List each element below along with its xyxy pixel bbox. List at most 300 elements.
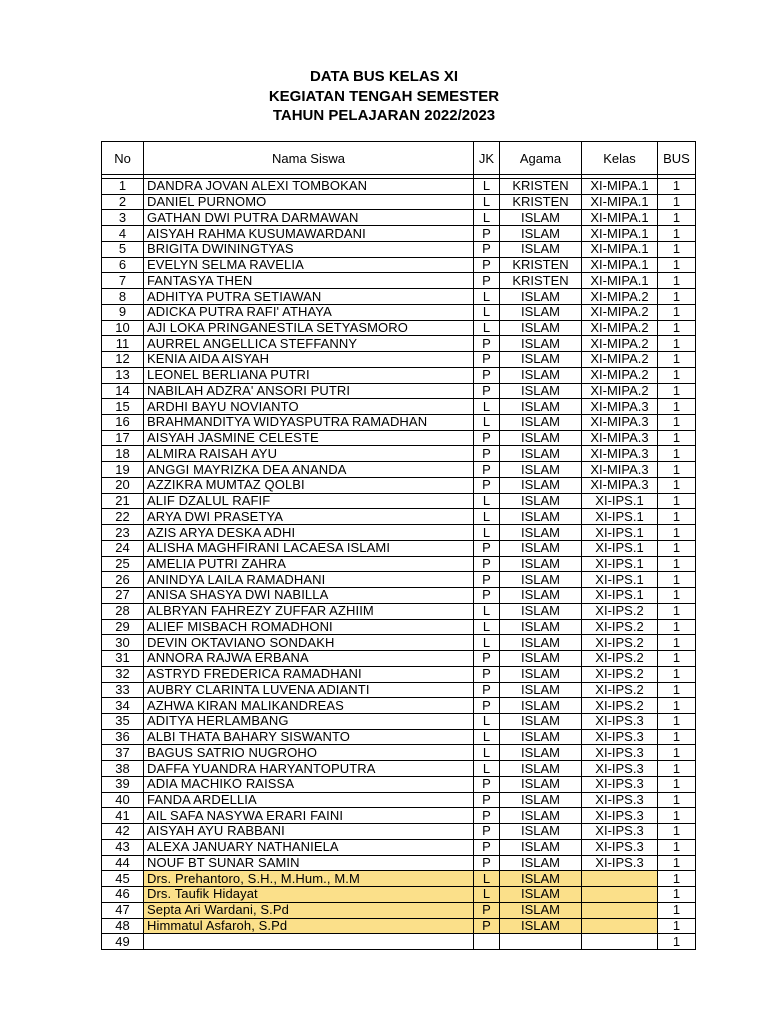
cell-jk: P: [474, 902, 500, 918]
cell-nama-siswa: [144, 934, 474, 950]
cell-nama-siswa: ARDHI BAYU NOVIANTO: [144, 399, 474, 415]
cell-bus: 1: [658, 320, 696, 336]
cell-nama-siswa: KENIA AIDA AISYAH: [144, 352, 474, 368]
cell-bus: 1: [658, 871, 696, 887]
cell-bus: 1: [658, 540, 696, 556]
cell-agama: ISLAM: [500, 839, 582, 855]
cell-bus: 1: [658, 446, 696, 462]
cell-jk: P: [474, 651, 500, 667]
cell-bus: 1: [658, 808, 696, 824]
table-row: [102, 540, 696, 556]
cell-kelas: XI-IPS.1: [582, 556, 658, 572]
cell-kelas: XI-MIPA.3: [582, 477, 658, 493]
cell-kelas: XI-IPS.3: [582, 808, 658, 824]
cell-kelas: XI-IPS.3: [582, 745, 658, 761]
cell-bus: 1: [658, 477, 696, 493]
cell-no: 47: [102, 902, 144, 918]
table-row: [102, 682, 696, 698]
cell-no: 18: [102, 446, 144, 462]
cell-nama-siswa: ADICKA PUTRA RAFI' ATHAYA: [144, 304, 474, 320]
cell-nama-siswa: AZHWA KIRAN MALIKANDREAS: [144, 698, 474, 714]
cell-no: 26: [102, 572, 144, 588]
document-subtitle: KEGIATAN TENGAH SEMESTER: [268, 88, 500, 105]
cell-jk: P: [474, 776, 500, 792]
cell-bus: 1: [658, 588, 696, 604]
cell-no: 5: [102, 241, 144, 257]
cell-agama: ISLAM: [500, 477, 582, 493]
cell-jk: P: [474, 336, 500, 352]
cell-nama-siswa: ANINDYA LAILA RAMADHANI: [144, 572, 474, 588]
cell-agama: ISLAM: [500, 540, 582, 556]
cell-nama-siswa: ARYA DWI PRASETYA: [144, 509, 474, 525]
cell-jk: L: [474, 729, 500, 745]
cell-nama-siswa: Drs. Taufik Hidayat: [144, 887, 474, 903]
cell-no: 29: [102, 619, 144, 635]
cell-agama: KRISTEN: [500, 179, 582, 195]
cell-jk: P: [474, 446, 500, 462]
cell-no: 30: [102, 635, 144, 651]
cell-kelas: XI-IPS.2: [582, 666, 658, 682]
table-row: [102, 556, 696, 572]
cell-kelas: XI-MIPA.3: [582, 415, 658, 431]
table-row: [102, 698, 696, 714]
cell-agama: ISLAM: [500, 729, 582, 745]
cell-bus: 1: [658, 745, 696, 761]
cell-agama: ISLAM: [500, 588, 582, 604]
table-row: [102, 477, 696, 493]
cell-jk: L: [474, 194, 500, 210]
cell-bus: 1: [658, 682, 696, 698]
table-row: [102, 415, 696, 431]
cell-bus: 1: [658, 257, 696, 273]
cell-kelas: XI-MIPA.1: [582, 273, 658, 289]
table-row: [102, 666, 696, 682]
cell-no: 46: [102, 887, 144, 903]
cell-kelas: XI-IPS.2: [582, 619, 658, 635]
table-row: [102, 210, 696, 226]
cell-jk: L: [474, 887, 500, 903]
table-header-row: [102, 142, 696, 175]
table-row: [102, 713, 696, 729]
header-bus: BUS: [658, 142, 696, 175]
cell-bus: 1: [658, 572, 696, 588]
table-row: [102, 304, 696, 320]
cell-jk: L: [474, 320, 500, 336]
cell-no: 8: [102, 289, 144, 305]
cell-agama: ISLAM: [500, 682, 582, 698]
cell-nama-siswa: AISYAH JASMINE CELESTE: [144, 430, 474, 446]
table-row: [102, 226, 696, 242]
header-kelas: Kelas: [582, 142, 658, 175]
cell-jk: P: [474, 241, 500, 257]
cell-jk: P: [474, 352, 500, 368]
cell-jk: P: [474, 226, 500, 242]
table-row: [102, 651, 696, 667]
cell-jk: P: [474, 556, 500, 572]
table-row: [102, 241, 696, 257]
bus-data-table: [101, 141, 696, 950]
cell-kelas: [582, 887, 658, 903]
table-row: [102, 336, 696, 352]
cell-bus: 1: [658, 776, 696, 792]
table-row: [102, 603, 696, 619]
cell-nama-siswa: AZZIKRA MUMTAZ QOLBI: [144, 477, 474, 493]
cell-agama: ISLAM: [500, 383, 582, 399]
cell-no: 42: [102, 824, 144, 840]
cell-bus: 1: [658, 273, 696, 289]
table-row: [102, 273, 696, 289]
cell-kelas: XI-MIPA.1: [582, 226, 658, 242]
cell-no: 10: [102, 320, 144, 336]
cell-nama-siswa: AZIS ARYA DESKA ADHI: [144, 525, 474, 541]
cell-bus: 1: [658, 556, 696, 572]
cell-kelas: XI-IPS.3: [582, 855, 658, 871]
cell-jk: P: [474, 477, 500, 493]
cell-nama-siswa: DEVIN OKTAVIANO SONDAKH: [144, 635, 474, 651]
cell-agama: ISLAM: [500, 320, 582, 336]
cell-agama: ISLAM: [500, 745, 582, 761]
cell-bus: 1: [658, 352, 696, 368]
cell-nama-siswa: ALBRYAN FAHREZY ZUFFAR AZHIIM: [144, 603, 474, 619]
cell-no: 28: [102, 603, 144, 619]
cell-jk: P: [474, 682, 500, 698]
cell-bus: 1: [658, 241, 696, 257]
cell-kelas: XI-IPS.1: [582, 588, 658, 604]
table-row: [102, 824, 696, 840]
cell-jk: P: [474, 540, 500, 556]
cell-jk: L: [474, 415, 500, 431]
cell-kelas: XI-MIPA.3: [582, 399, 658, 415]
cell-kelas: XI-IPS.1: [582, 572, 658, 588]
cell-no: 11: [102, 336, 144, 352]
cell-agama: ISLAM: [500, 399, 582, 415]
table-row: [102, 525, 696, 541]
cell-nama-siswa: DAFFA YUANDRA HARYANTOPUTRA: [144, 761, 474, 777]
header-agama: Agama: [500, 142, 582, 175]
cell-kelas: XI-IPS.3: [582, 713, 658, 729]
table-row: [102, 320, 696, 336]
cell-no: 13: [102, 367, 144, 383]
cell-nama-siswa: ALBI THATA BAHARY SISWANTO: [144, 729, 474, 745]
cell-nama-siswa: BRIGITA DWININGTYAS: [144, 241, 474, 257]
cell-nama-siswa: ALIF DZALUL RAFIF: [144, 493, 474, 509]
cell-kelas: [582, 934, 658, 950]
cell-agama: ISLAM: [500, 855, 582, 871]
cell-bus: 1: [658, 713, 696, 729]
cell-kelas: XI-IPS.2: [582, 603, 658, 619]
cell-agama: ISLAM: [500, 666, 582, 682]
cell-agama: ISLAM: [500, 651, 582, 667]
cell-nama-siswa: AUBRY CLARINTA LUVENA ADIANTI: [144, 682, 474, 698]
header-nama-siswa: Nama Siswa: [144, 142, 474, 175]
cell-nama-siswa: DANIEL PURNOMO: [144, 194, 474, 210]
cell-bus: 1: [658, 887, 696, 903]
cell-nama-siswa: ALIEF MISBACH ROMADHONI: [144, 619, 474, 635]
cell-no: 12: [102, 352, 144, 368]
cell-nama-siswa: AMELIA PUTRI ZAHRA: [144, 556, 474, 572]
cell-bus: 1: [658, 430, 696, 446]
cell-kelas: XI-MIPA.2: [582, 304, 658, 320]
cell-agama: ISLAM: [500, 525, 582, 541]
cell-kelas: XI-IPS.1: [582, 525, 658, 541]
cell-bus: 1: [658, 462, 696, 478]
cell-agama: ISLAM: [500, 887, 582, 903]
cell-kelas: XI-MIPA.1: [582, 257, 658, 273]
cell-no: 40: [102, 792, 144, 808]
cell-nama-siswa: AISYAH RAHMA KUSUMAWARDANI: [144, 226, 474, 242]
table-row: [102, 792, 696, 808]
cell-nama-siswa: AURREL ANGELLICA STEFFANNY: [144, 336, 474, 352]
cell-no: 33: [102, 682, 144, 698]
cell-bus: 1: [658, 304, 696, 320]
table-row: [102, 839, 696, 855]
cell-kelas: XI-MIPA.1: [582, 179, 658, 195]
cell-bus: 1: [658, 336, 696, 352]
cell-kelas: XI-MIPA.3: [582, 446, 658, 462]
cell-bus: 1: [658, 761, 696, 777]
cell-no: 2: [102, 194, 144, 210]
table-row: [102, 493, 696, 509]
cell-agama: KRISTEN: [500, 194, 582, 210]
cell-agama: ISLAM: [500, 918, 582, 934]
cell-bus: 1: [658, 855, 696, 871]
cell-agama: ISLAM: [500, 792, 582, 808]
cell-no: 32: [102, 666, 144, 682]
cell-nama-siswa: FANTASYA THEN: [144, 273, 474, 289]
cell-agama: ISLAM: [500, 871, 582, 887]
cell-kelas: [582, 918, 658, 934]
cell-no: 21: [102, 493, 144, 509]
cell-no: 14: [102, 383, 144, 399]
cell-no: 19: [102, 462, 144, 478]
table-row: [102, 918, 696, 934]
cell-no: 43: [102, 839, 144, 855]
cell-agama: ISLAM: [500, 713, 582, 729]
cell-agama: ISLAM: [500, 446, 582, 462]
cell-nama-siswa: NOUF BT SUNAR SAMIN: [144, 855, 474, 871]
cell-kelas: XI-MIPA.2: [582, 383, 658, 399]
cell-no: 48: [102, 918, 144, 934]
cell-bus: 1: [658, 399, 696, 415]
cell-agama: ISLAM: [500, 761, 582, 777]
table-row: [102, 399, 696, 415]
cell-no: 17: [102, 430, 144, 446]
cell-nama-siswa: AJI LOKA PRINGANESTILA SETYASMORO: [144, 320, 474, 336]
cell-nama-siswa: Drs. Prehantoro, S.H., M.Hum., M.M: [144, 871, 474, 887]
cell-nama-siswa: AIL SAFA NASYWA ERARI FAINI: [144, 808, 474, 824]
cell-nama-siswa: EVELYN SELMA RAVELIA: [144, 257, 474, 273]
cell-jk: P: [474, 367, 500, 383]
cell-agama: ISLAM: [500, 462, 582, 478]
cell-bus: 1: [658, 619, 696, 635]
cell-bus: 1: [658, 792, 696, 808]
document-title: DATA BUS KELAS XI: [309, 68, 459, 85]
cell-no: 6: [102, 257, 144, 273]
cell-no: 4: [102, 226, 144, 242]
cell-agama: ISLAM: [500, 509, 582, 525]
cell-no: 25: [102, 556, 144, 572]
cell-bus: 1: [658, 179, 696, 195]
cell-kelas: XI-IPS.3: [582, 839, 658, 855]
cell-bus: 1: [658, 839, 696, 855]
cell-no: 9: [102, 304, 144, 320]
cell-agama: ISLAM: [500, 336, 582, 352]
cell-no: 45: [102, 871, 144, 887]
cell-agama: ISLAM: [500, 572, 582, 588]
cell-jk: P: [474, 698, 500, 714]
cell-bus: 1: [658, 194, 696, 210]
table-row: [102, 619, 696, 635]
table-row: [102, 761, 696, 777]
cell-jk: L: [474, 603, 500, 619]
cell-agama: ISLAM: [500, 902, 582, 918]
cell-agama: ISLAM: [500, 430, 582, 446]
cell-bus: 1: [658, 226, 696, 242]
table-row: [102, 257, 696, 273]
cell-no: 34: [102, 698, 144, 714]
table-row: [102, 745, 696, 761]
cell-no: 36: [102, 729, 144, 745]
table-row: [102, 572, 696, 588]
table-row: [102, 446, 696, 462]
cell-agama: ISLAM: [500, 289, 582, 305]
cell-bus: 1: [658, 729, 696, 745]
cell-agama: ISLAM: [500, 776, 582, 792]
cell-nama-siswa: ALMIRA RAISAH AYU: [144, 446, 474, 462]
cell-bus: 1: [658, 918, 696, 934]
cell-no: 49: [102, 934, 144, 950]
table-row: [102, 462, 696, 478]
cell-kelas: XI-IPS.3: [582, 776, 658, 792]
cell-nama-siswa: ADITYA HERLAMBANG: [144, 713, 474, 729]
cell-agama: ISLAM: [500, 304, 582, 320]
cell-jk: L: [474, 399, 500, 415]
cell-nama-siswa: BAGUS SATRIO NUGROHO: [144, 745, 474, 761]
header-no: No: [102, 142, 144, 175]
cell-agama: ISLAM: [500, 619, 582, 635]
cell-kelas: [582, 902, 658, 918]
cell-bus: 1: [658, 509, 696, 525]
table-row: [102, 430, 696, 446]
cell-jk: P: [474, 666, 500, 682]
cell-jk: L: [474, 619, 500, 635]
cell-agama: ISLAM: [500, 367, 582, 383]
cell-kelas: XI-IPS.2: [582, 635, 658, 651]
cell-kelas: XI-IPS.3: [582, 792, 658, 808]
cell-agama: ISLAM: [500, 603, 582, 619]
cell-bus: 1: [658, 635, 696, 651]
document-year: TAHUN PELAJARAN 2022/2023: [272, 107, 496, 124]
cell-jk: P: [474, 383, 500, 399]
cell-bus: 1: [658, 415, 696, 431]
cell-jk: L: [474, 179, 500, 195]
cell-kelas: XI-MIPA.3: [582, 430, 658, 446]
cell-kelas: XI-MIPA.3: [582, 462, 658, 478]
cell-no: 27: [102, 588, 144, 604]
table-row: [102, 352, 696, 368]
cell-kelas: XI-MIPA.2: [582, 320, 658, 336]
cell-no: 3: [102, 210, 144, 226]
cell-jk: P: [474, 257, 500, 273]
table-row: [102, 855, 696, 871]
cell-jk: P: [474, 572, 500, 588]
cell-kelas: XI-MIPA.1: [582, 210, 658, 226]
cell-jk: L: [474, 493, 500, 509]
cell-kelas: XI-IPS.2: [582, 651, 658, 667]
cell-kelas: [582, 871, 658, 887]
cell-jk: L: [474, 525, 500, 541]
cell-nama-siswa: Septa Ari Wardani, S.Pd: [144, 902, 474, 918]
cell-nama-siswa: ALEXA JANUARY NATHANIELA: [144, 839, 474, 855]
cell-no: 1: [102, 179, 144, 195]
table-row: [102, 289, 696, 305]
cell-jk: L: [474, 761, 500, 777]
cell-jk: P: [474, 918, 500, 934]
cell-jk: P: [474, 824, 500, 840]
cell-jk: L: [474, 871, 500, 887]
cell-no: 15: [102, 399, 144, 415]
cell-kelas: XI-MIPA.2: [582, 367, 658, 383]
cell-nama-siswa: DANDRA JOVAN ALEXI TOMBOKAN: [144, 179, 474, 195]
cell-nama-siswa: ANNORA RAJWA ERBANA: [144, 651, 474, 667]
table-row: [102, 194, 696, 210]
cell-agama: ISLAM: [500, 808, 582, 824]
cell-kelas: XI-IPS.1: [582, 493, 658, 509]
cell-no: 22: [102, 509, 144, 525]
table-row: [102, 887, 696, 903]
cell-agama: ISLAM: [500, 824, 582, 840]
cell-kelas: XI-IPS.3: [582, 824, 658, 840]
cell-bus: 1: [658, 493, 696, 509]
cell-agama: ISLAM: [500, 352, 582, 368]
cell-bus: 1: [658, 367, 696, 383]
cell-agama: KRISTEN: [500, 273, 582, 289]
cell-agama: ISLAM: [500, 635, 582, 651]
cell-nama-siswa: LEONEL BERLIANA PUTRI: [144, 367, 474, 383]
header-jk: JK: [474, 142, 500, 175]
cell-nama-siswa: ASTRYD FREDERICA RAMADHANI: [144, 666, 474, 682]
cell-jk: P: [474, 462, 500, 478]
cell-no: 44: [102, 855, 144, 871]
cell-agama: KRISTEN: [500, 257, 582, 273]
cell-nama-siswa: NABILAH ADZRA' ANSORI PUTRI: [144, 383, 474, 399]
cell-kelas: XI-MIPA.2: [582, 352, 658, 368]
cell-bus: 1: [658, 603, 696, 619]
table-row: [102, 367, 696, 383]
cell-no: 41: [102, 808, 144, 824]
cell-kelas: XI-IPS.2: [582, 698, 658, 714]
cell-agama: ISLAM: [500, 493, 582, 509]
cell-no: 23: [102, 525, 144, 541]
cell-agama: ISLAM: [500, 241, 582, 257]
cell-nama-siswa: ADIA MACHIKO RAISSA: [144, 776, 474, 792]
table-row: [102, 729, 696, 745]
table-row: [102, 635, 696, 651]
cell-kelas: XI-IPS.1: [582, 509, 658, 525]
cell-no: 39: [102, 776, 144, 792]
cell-nama-siswa: Himmatul Asfaroh, S.Pd: [144, 918, 474, 934]
cell-bus: 1: [658, 902, 696, 918]
table-row: [102, 934, 696, 950]
cell-bus: 1: [658, 289, 696, 305]
cell-bus: 1: [658, 525, 696, 541]
cell-jk: P: [474, 792, 500, 808]
cell-agama: ISLAM: [500, 415, 582, 431]
cell-bus: 1: [658, 934, 696, 950]
cell-no: 16: [102, 415, 144, 431]
cell-kelas: XI-IPS.3: [582, 761, 658, 777]
cell-kelas: XI-IPS.3: [582, 729, 658, 745]
